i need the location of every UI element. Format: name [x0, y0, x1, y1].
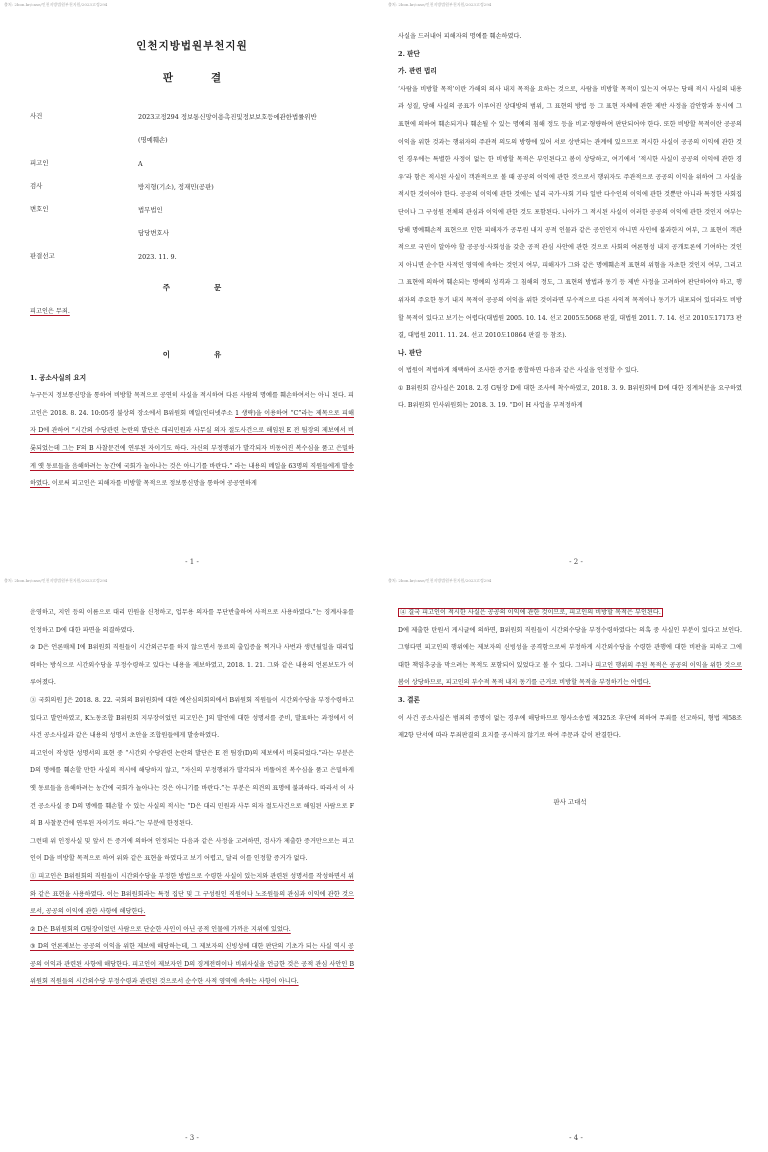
conclusion: 이 사건 공소사실은 범죄의 증명이 없는 경우에 해당하므로 형사소송법 제325조 후단에 의하여 무죄를 선고하되, 형법 제58조 제2항 단서에 따라 무죄판결의 요지를 공시하지 않기로 하여 주문과 같이 판결한다.: [398, 714, 742, 740]
page-1: [0, 0, 384, 576]
paragraph: 그런데 위 인정사실 및 앞서 든 증거에 의하여 인정되는 다음과 같은 사정을 고려하면, 검사가 제출한 증거만으로는 피고인이 D을 비방할 목적으로 하여 위와 같은 표현을 하였다고 보기 어렵고, 달리 이를 인정할 증거가 없다.: [30, 837, 354, 863]
finding-item: ① B위원회 감사실은 2018. 2.경 G팀장 D에 대한 조사에 착수하였고, 2018. 3. 9. B위원회에 D에 대한 징계처분을 요구하였다. B위원회 인사위원회는 2018. 3. 19. “D이 H 사업을 부적정하게: [398, 384, 742, 410]
page-header: 출처: 2bon.kr/case/인천지방법원부천지원/2023고정294: [388, 578, 492, 583]
page-3: [0, 576, 384, 1152]
page-body: [398, 28, 742, 415]
document-type: 판결: [162, 72, 260, 84]
highlighted-passage: ① 피고인은 B위원회의 직원들이 시간외수당을 부정한 방법으로 수령한 사실이 있는지와 관련된 성명서를 작성하면서 위와 같은 표현을 사용하였다. 이는 B위원회라는 특정 집단 및 그 구성원인 직원이나 노조원들의 관심과 이익에 관한 것으로서, 공공의 이익에 관한 사항에 해당한다.: [30, 872, 354, 916]
highlighted-passage: ③ D의 언론제보는 공공의 이익을 위한 제보에 해당하는데, 그 제보자의 신빙성에 대한 판단의 기초가 되는 사실 역시 공공의 이익과 관련된 사항에 해당한다. 피고인이 제보자인 D의 징계전력이나 비위사실을 언급한 것은 공적 관심 사안인 B위원회 직원들의 시간외수당 부정수령과 관련된 것으로서 순수한 사적 영역에 속하는 사항이 아니다.: [30, 943, 354, 986]
finding-item: ② D은 언론매체 I에 B위원회 직원들이 시간외근무를 하지 않으면서 동료의 출입증을 찍거나 사번과 생년월일을 대리입력하는 방식으로 시간외수당을 부정수령하고 있다는 내용을 제보하였고, 2018. 1. 21. 그와 같은 내용의 언론보도가 이루어졌다.: [30, 644, 354, 687]
subsection-title: 나. 판단: [398, 348, 422, 357]
page-header: 출처: 2bon.kr/case/인천지방법원부천지원/2023고정294: [4, 2, 108, 7]
meta-defendant: [30, 158, 354, 169]
meta-counsel: [30, 204, 354, 239]
page-number: - 3 -: [185, 1134, 199, 1142]
section-1-title: 1. 공소사실의 요지: [30, 373, 87, 382]
case-meta: [30, 111, 354, 262]
page-body: [30, 28, 354, 493]
meta-date-label: 판결선고: [30, 252, 55, 260]
page-number: - 2 -: [569, 558, 583, 566]
finding-item: ③ 국회의원 J은 2018. 8. 22. 국회의 B위원회에 대한 예산심의회의에서 B위원회 직원들이 시간외수당을 부정수령하고 있다고 발언하였고, K노동조합 B위원회 지부장이었던 피고인은 J의 발언에 대한 성명서를 준비, 발표하는 과정에서 이 사건 공소사실과 같은 내용의 성명서 초안을 조합원들에게 발송하였다.: [30, 696, 354, 740]
meta-prosecutor-label: 검사: [30, 182, 43, 190]
subsection-title: 가. 관련 법리: [398, 67, 437, 76]
page-header: 출처: 2bon.kr/case/인천지방법원부천지원/2023고정294: [388, 2, 492, 7]
meta-prosecutor: [30, 181, 354, 192]
legal-principles: ‘사람을 비방할 목적’이란 가해의 의사 내지 목적을 요하는 것으로, 사람을 비방할 목적이 있는지 여부는 당해 적시 사실의 내용과 성질, 당해 사실의 공표가 이루어진 상대방의 범위, 그 표현의 방법 등 그 표현 자체에 관한 제반 사정을 감안함과 동시에 그 표현에 의하여 훼손되거나 훼손될 수 있는 명예의 침해 정도 등을 비교·형량하여 판단되어야 한다. 또한 비방할 목적이란 공공의 이익을 위한 것과는 행위자의 주관적 의도의 방향에 있어 서로 상반되는 관계에 있으므로 적시한 사실이 공공의 이익에 관한 것인 경우에는 특별한 사정이 없는 한 비방할 목적은 부인된다고 봄이 상당하고, 여기에서 ‘적시한 사실이 공공의 이익에 관한 경우’라 함은 적시된 사실이 객관적으로 볼 때 공공의 이익에 관한 것으로서 행위자도 주관적으로 공공의 이익을 위하여 그 사실을 적시한 것이어야 한다. 공공의 이익에 관한 것에는 널리 국가·사회 기타 일반 다수인의 이익에 관한 것뿐만 아니라 특정한 사회집단이나 그 구성원 전체의 관심과 이익에 관한 것도 포함된다. 나아가 그 적시된 사실이 이러한 공공의 이익에 관한 것인지 여부는 당해 명예훼손적 표현으로 인한 피해자가 공무원 내지 공적 인물과 같은 공인인지 아니면 사인에 불과한지 여부, 그 표현이 객관적으로 국민이 알아야 할 공공성·사회성을 갖춘 공적 관심 사안에 관한 것으로 사회의 여론형성 내지 공개토론에 기여하는 것인지 아니면 순수한 사적인 영역에 속하는 것인지 여부, 피해자가 그와 같은 명예훼손적 표현의 위험을 자초한 것인지 여부, 그리고 그 표현에 의하여 훼손되는 명예의 성격과 그 침해의 정도, 그 표현의 방법과 동기 등 제반 사정을 고려하여 판단하여야 하고, 행위자의 주요한 동기 내지 목적이 공공의 이익을 위한 것이라면 부수적으로 다른 사익적 목적이나 동기가 내포되어 있더라도 비방할 목적이 있다고 보기는 어렵다(대법원 2005. 10. 14. 선고 2005도5068 판결, 대법원 2011. 7. 14. 선고 2010도17173 판결, 대법원 2011. 11. 24. 선고 2010도10864 판결 등 참조).: [398, 85, 742, 340]
page-number: - 1 -: [185, 558, 199, 566]
reason-heading: 이유: [162, 349, 266, 359]
boxed-passage: ④ 결국 피고인이 적시한 사실은 공공의 이익에 관한 것이므로, 피고인의 비방할 목적은 부인된다.: [400, 609, 661, 616]
meta-case-label: 사건: [30, 112, 43, 120]
page-header: 출처: 2bon.kr/case/인천지방법원부천지원/2023고정294: [4, 578, 108, 583]
meta-case-value: 2023고정294 정보통신망이용촉진및정보보호등에관한법률위반: [138, 113, 317, 121]
order-text: 피고인은 무죄.: [30, 308, 70, 315]
meta-case: [30, 111, 354, 146]
page-number: - 4 -: [569, 1134, 583, 1142]
meta-counsel-value-2: 담당변호사: [138, 229, 169, 237]
court-name: 인천지방법원부천지원: [136, 40, 248, 52]
highlighted-passage: ② D은 B위원회의 G팀장이었던 사람으로 단순한 사인이 아닌 공적 인물에 가까운 지위에 있었다.: [30, 925, 291, 933]
paragraph: 운영하고, 지인 등의 이름으로 대리 민원을 신청하고, 업무용 의자를 무단반출하여 사적으로 사용하였다.”는 징계사유를 인정하고 D에 대한 파면을 의결하였다.: [30, 609, 354, 634]
meta-case-value-2: (명예훼손): [138, 136, 168, 144]
meta-defendant-label: 피고인: [30, 159, 49, 167]
paragraph: 이 법원이 적법하게 채택하여 조사한 증거를 종합하면 다음과 같은 사실을 인정할 수 있다.: [398, 367, 639, 375]
judge-signature: 판사 고대석: [553, 797, 587, 806]
page-2: [384, 0, 768, 576]
meta-date-value: 2023. 11. 9.: [138, 253, 177, 261]
paragraph: 사실을 드러내어 피해자의 명예를 훼손하였다.: [398, 33, 522, 40]
section-3-title: 3. 결론: [398, 695, 420, 704]
meta-counsel-label: 변호인: [30, 205, 49, 213]
paragraph: D에 제출한 탄원서 게시글에 의하면, B위원회 직원들이 시간외수당을 부정수령하였다는 의혹 중 사실인 부분이 있다고 보인다. 그렇다면 피고인의 행위에는 제보자의 신빙성을 공격함으로써 부정하게 시간외수당을 수령한 관행에 대한 비판을 피하고 그에 대한 책임추궁을 막으려는 목적도 포함되어 있었다고 볼 수 있다. 그러나 피고인 행위의 주된 목적은 공공의 이익을 위한 것으로 봄이 상당하므로, 피고인의 부수적 목적 내지 동기를 근거로 비방할 목적을 부정하기는 어렵다.: [398, 626, 742, 687]
section-2-title: 2. 판단: [398, 49, 420, 58]
meta-defendant-value: A: [138, 160, 143, 168]
charge-summary: 누구든지 정보통신망을 통하여 비방할 목적으로 공연히 사실을 적시하여 다른 사람의 명예를 훼손하여서는 아니 된다. 피고인은 2018. 8. 24. 10:05경 불상의 장소에서 B위원회 메일(인터넷주소 1 생략)을 이용하여 “C”라는 제목으로 피해자 D에 관하여 “시간외 수당관련 논란의 발단은 대리민원과 사무실 의자 절도사건으로 해임된 E 전 팀장의 제보에서 비롯되었는데 그는 F의 B 사찰문건에 연루된 자이기도 하다. 자신의 부정행위가 발각되자 비동어진 복수심을 품고 은밀하게 옛 동료들을 음해하려는 농간에 국회가 놀아나는 것은 아니기를 바란다.” 라는 내용의 메일을 63명의 직원들에게 발송하였다. 이로써 피고인은 피해자를 비방할 목적으로 정보통신망을 통하여 공공연하게: [30, 392, 354, 488]
highlighted-passage: 피고인 행위의 주된 목적은 공공의 이익을 위한 것으로 봄이 상당하므로, 피고인의 부수적 목적 내지 동기를 근거로 비방할 목적을 부정하기는 어렵다.: [398, 661, 742, 687]
page-body: [398, 604, 742, 806]
page-4: [384, 576, 768, 1152]
meta-prosecutor-value: 방지형(기소), 정재민(공판): [138, 183, 214, 191]
highlighted-passage: 1 생략)을 이용하여 “C”라는 제목으로 피해자 D에 관하여 “시간외 수당관련 논란의 발단은 대리민원과 사무실 의자 절도사건으로 해임된 E 전 팀장의 제보에서 비롯되었는데 그는 F의 B 사찰문건에 연루된 자이기도 하다. 자신의 부정행위가 발각되자 비동어진 복수심을 품고 은밀하게 옛 동료들을 음해하려는 농간에 국회가 놀아나는 것은 아니기를 바란다.” 라는 내용의 메일을 63명의 직원들에게 발송하였다.: [30, 409, 354, 488]
paragraph: 피고인이 작성한 성명서의 표현 중 “시간외 수당관련 논란의 발단은 E 전 팀장(D)의 제보에서 비롯되었다.”라는 부분은 D의 명예를 훼손할 만한 사실의 적시에 해당하지 않고, “자신의 부정행위가 발각되자 비뚤어진 복수심을 품고 은밀하게 옛 동료들을 음해하려는 농간에 국회가 놀아나는 것은 아니기를 바란다.”는 부분은 의견의 표명에 불과하다. 따라서 이 사건 공소사실 중 D의 명예를 훼손할 수 있는 사실의 적시는 “D은 대리 민원과 사무 의자 절도사건으로 해임된 사람으로 F의 B 사찰문건에 연루된 자이기도 하다.”는 부분에 한정된다.: [30, 749, 354, 828]
meta-counsel-value: 법무법인: [138, 206, 163, 214]
meta-date: [30, 251, 354, 262]
page-body: [30, 604, 354, 991]
order-heading: 주문: [162, 283, 266, 292]
